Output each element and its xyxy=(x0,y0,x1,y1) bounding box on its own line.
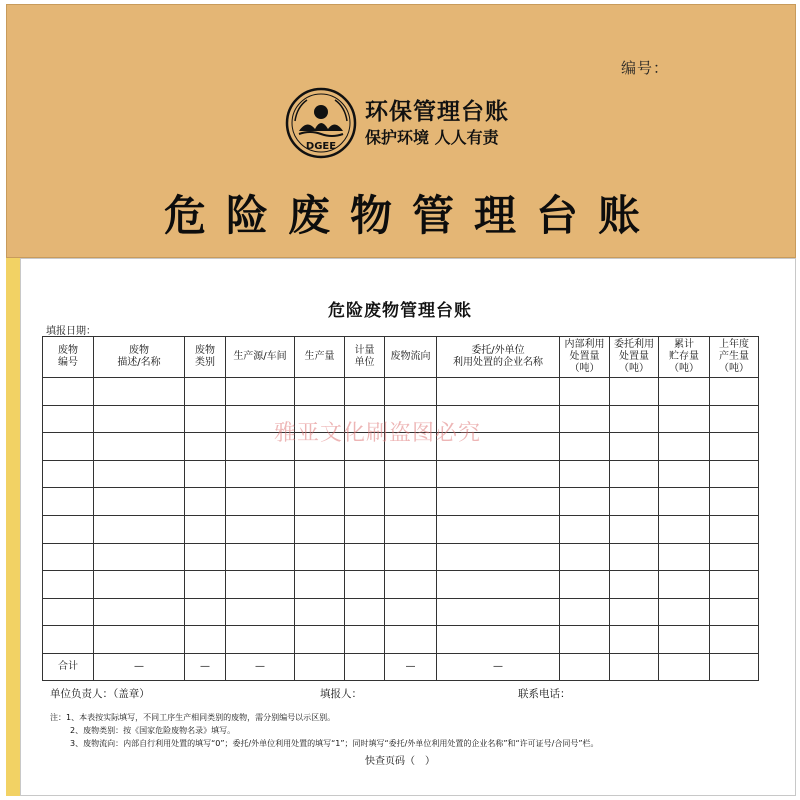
ledger-table xyxy=(42,336,759,681)
table-cell[interactable] xyxy=(345,460,385,488)
total-cell[interactable]: — xyxy=(226,653,295,680)
table-cell[interactable] xyxy=(43,626,94,654)
column-header-text: （吨） xyxy=(669,363,699,374)
table-cell[interactable] xyxy=(437,626,560,654)
table-cell[interactable] xyxy=(295,571,345,599)
fill-date-label: 填报日期： xyxy=(46,326,96,337)
column-header-text: 描述/名称 xyxy=(117,357,161,368)
table-cell[interactable] xyxy=(226,543,295,571)
column-header-text: 废物流向 xyxy=(390,351,431,362)
table-cell[interactable] xyxy=(610,571,659,599)
table-cell[interactable] xyxy=(295,598,345,626)
column-header-text: （吨） xyxy=(719,363,749,374)
column-header-text: 废物 xyxy=(129,345,149,356)
table-cell[interactable] xyxy=(710,598,759,626)
total-cell[interactable] xyxy=(295,653,345,680)
table-cell[interactable] xyxy=(659,433,710,461)
column-header xyxy=(94,337,185,378)
column-header xyxy=(43,337,94,378)
total-row xyxy=(43,653,759,680)
table-cell[interactable] xyxy=(94,626,185,654)
table-row xyxy=(43,378,759,406)
column-header-text: 处置量 xyxy=(619,351,649,362)
table-cell[interactable] xyxy=(295,515,345,543)
notes-block xyxy=(50,711,599,750)
cover-panel xyxy=(6,4,796,258)
table-row xyxy=(43,626,759,654)
table-cell[interactable] xyxy=(437,515,560,543)
table-cell[interactable] xyxy=(560,515,610,543)
column-header-text: 上年度 xyxy=(719,339,749,350)
table-cell[interactable] xyxy=(226,378,295,406)
table-cell[interactable] xyxy=(295,378,345,406)
table-cell[interactable] xyxy=(610,598,659,626)
table-cell[interactable] xyxy=(345,488,385,516)
column-header-text: 编号 xyxy=(58,357,78,368)
table-cell[interactable] xyxy=(710,405,759,433)
table-cell[interactable] xyxy=(385,378,437,406)
table-cell[interactable] xyxy=(185,543,226,571)
table-cell[interactable] xyxy=(185,405,226,433)
table-cell[interactable] xyxy=(43,433,94,461)
column-header xyxy=(610,337,659,378)
table-row xyxy=(43,515,759,543)
table-cell[interactable] xyxy=(610,460,659,488)
column-header-text: 处置量 xyxy=(569,351,600,362)
table-row xyxy=(43,488,759,516)
table-cell[interactable] xyxy=(43,515,94,543)
column-header-text: 委托利用 xyxy=(614,339,654,350)
logo-text: DGEE xyxy=(305,141,337,152)
total-cell[interactable]: — xyxy=(185,653,226,680)
table-cell[interactable] xyxy=(185,515,226,543)
table-cell[interactable] xyxy=(226,488,295,516)
phone-label: 联系电话： xyxy=(518,688,571,700)
note-line: 2、废物类别：按《国家危险废物名录》填写。 xyxy=(70,726,236,735)
table-cell[interactable] xyxy=(710,488,759,516)
table-cell[interactable] xyxy=(560,433,610,461)
table-cell[interactable] xyxy=(185,488,226,516)
brand-slogan: 保护环境 人人有责 xyxy=(365,128,499,147)
cover-main-title: 危险废物管理台账 xyxy=(163,191,660,240)
table-cell[interactable] xyxy=(345,378,385,406)
table-cell[interactable] xyxy=(185,378,226,406)
table-cell[interactable] xyxy=(226,460,295,488)
table-cell[interactable] xyxy=(295,626,345,654)
table-cell[interactable] xyxy=(560,571,610,599)
table-cell[interactable] xyxy=(94,405,185,433)
column-header xyxy=(185,337,226,378)
table-row xyxy=(43,571,759,599)
brand-title: 环保管理台账 xyxy=(365,98,509,125)
serial-number-label: 编号： xyxy=(621,59,670,77)
table-cell[interactable] xyxy=(385,460,437,488)
table-cell[interactable] xyxy=(94,571,185,599)
column-header-text: 废物 xyxy=(195,345,215,356)
binding-strip xyxy=(6,258,20,796)
table-cell[interactable] xyxy=(43,378,94,406)
column-header xyxy=(560,337,610,378)
table-cell[interactable] xyxy=(710,460,759,488)
table-cell[interactable] xyxy=(345,543,385,571)
table-cell[interactable] xyxy=(560,488,610,516)
column-header-text: 委托/外单位 xyxy=(471,345,525,356)
table-cell[interactable] xyxy=(659,378,710,406)
table-cell[interactable] xyxy=(385,488,437,516)
table-cell[interactable] xyxy=(610,378,659,406)
table-cell[interactable] xyxy=(295,488,345,516)
column-header-text: 生产源/车间 xyxy=(233,351,287,362)
table-cell[interactable] xyxy=(710,543,759,571)
table-cell[interactable] xyxy=(385,598,437,626)
table-cell[interactable] xyxy=(560,543,610,571)
table-cell[interactable] xyxy=(295,460,345,488)
table-cell[interactable] xyxy=(610,405,659,433)
table-cell[interactable] xyxy=(659,515,710,543)
table-cell[interactable] xyxy=(610,488,659,516)
column-header xyxy=(226,337,295,378)
total-cell[interactable]: — xyxy=(437,653,560,680)
table-cell[interactable] xyxy=(185,433,226,461)
table-cell[interactable] xyxy=(185,626,226,654)
column-header-text: 贮存量 xyxy=(669,351,699,362)
table-cell[interactable] xyxy=(610,515,659,543)
table-row xyxy=(43,598,759,626)
table-cell[interactable] xyxy=(437,488,560,516)
table-row xyxy=(43,543,759,571)
table-cell[interactable] xyxy=(437,460,560,488)
table-cell[interactable] xyxy=(710,626,759,654)
table-cell[interactable] xyxy=(94,488,185,516)
table-cell[interactable] xyxy=(659,626,710,654)
table-cell[interactable] xyxy=(43,405,94,433)
table-cell[interactable] xyxy=(226,571,295,599)
filler-label: 填报人： xyxy=(320,688,362,700)
table-cell[interactable] xyxy=(345,571,385,599)
table-cell[interactable] xyxy=(295,543,345,571)
table-cell[interactable] xyxy=(659,460,710,488)
dgee-logo-icon xyxy=(285,87,357,159)
table-cell[interactable] xyxy=(560,460,610,488)
column-header-text: 累计 xyxy=(674,339,694,350)
table-cell[interactable] xyxy=(226,626,295,654)
total-label: 合计 xyxy=(43,653,94,680)
column-header xyxy=(345,337,385,378)
total-cell[interactable] xyxy=(345,653,385,680)
column-header-text: （吨） xyxy=(619,363,649,374)
table-cell[interactable] xyxy=(94,543,185,571)
table-cell[interactable] xyxy=(226,515,295,543)
column-header xyxy=(710,337,759,378)
watermark-text: 雅亚文化刷盗图必究 xyxy=(274,421,482,446)
header-row xyxy=(43,337,759,378)
column-header-text: 计量 xyxy=(354,345,375,356)
table-cell[interactable] xyxy=(94,598,185,626)
column-header-text: 废物 xyxy=(58,345,78,356)
table-cell[interactable] xyxy=(345,515,385,543)
table-cell[interactable] xyxy=(560,626,610,654)
table-cell[interactable] xyxy=(43,460,94,488)
table-cell[interactable] xyxy=(94,515,185,543)
note-line: 3、废物流向：内部自行利用处置的填写“0”；委托/外单位利用处置的填写“1”；同时填写“委托/外单位利用处置的企业名称”和“许可证号/合同号”栏。 xyxy=(70,739,599,748)
table-cell[interactable] xyxy=(94,460,185,488)
table-cell[interactable] xyxy=(659,571,710,599)
note-line: 注：1、本表按实际填写，不同工序生产相同类别的废物，需分别编号以示区别。 xyxy=(50,713,336,722)
table-cell[interactable] xyxy=(43,571,94,599)
total-cell[interactable] xyxy=(710,653,759,680)
table-cell[interactable] xyxy=(43,598,94,626)
table-cell[interactable] xyxy=(94,433,185,461)
table-cell[interactable] xyxy=(560,598,610,626)
form-title: 危险废物管理台账 xyxy=(328,301,472,321)
table-cell[interactable] xyxy=(610,626,659,654)
table-cell[interactable] xyxy=(385,626,437,654)
table-cell[interactable] xyxy=(659,488,710,516)
column-header-text: 单位 xyxy=(354,357,375,368)
total-cell[interactable]: — xyxy=(94,653,185,680)
column-header-text: 产生量 xyxy=(719,351,749,362)
table-cell[interactable] xyxy=(659,598,710,626)
table-cell[interactable] xyxy=(43,543,94,571)
column-header xyxy=(437,337,560,378)
table-cell[interactable] xyxy=(94,378,185,406)
column-header-text: 内部利用 xyxy=(564,339,605,350)
table-cell[interactable] xyxy=(345,598,385,626)
table-cell[interactable] xyxy=(185,571,226,599)
table-cell[interactable] xyxy=(560,378,610,406)
column-header-text: 类别 xyxy=(195,357,215,368)
table-cell[interactable] xyxy=(226,598,295,626)
total-cell[interactable]: — xyxy=(385,653,437,680)
table-cell[interactable] xyxy=(710,515,759,543)
table-cell[interactable] xyxy=(385,543,437,571)
quick-check-page: 快查页码（ ） xyxy=(365,756,435,767)
table-cell[interactable] xyxy=(710,433,759,461)
table-cell[interactable] xyxy=(659,543,710,571)
table-cell[interactable] xyxy=(437,598,560,626)
table-cell[interactable] xyxy=(437,543,560,571)
total-cell[interactable] xyxy=(560,653,610,680)
total-cell[interactable] xyxy=(659,653,710,680)
table-row xyxy=(43,460,759,488)
table-cell[interactable] xyxy=(437,378,560,406)
table-cell[interactable] xyxy=(385,571,437,599)
total-cell[interactable] xyxy=(610,653,659,680)
column-header xyxy=(659,337,710,378)
table-cell[interactable] xyxy=(385,515,437,543)
table-cell[interactable] xyxy=(610,433,659,461)
table-cell[interactable] xyxy=(185,460,226,488)
column-header-text: 生产量 xyxy=(304,351,335,362)
table-cell[interactable] xyxy=(437,571,560,599)
table-cell[interactable] xyxy=(43,488,94,516)
table-cell[interactable] xyxy=(659,405,710,433)
table-cell[interactable] xyxy=(610,543,659,571)
table-cell[interactable] xyxy=(710,378,759,406)
table-cell[interactable] xyxy=(345,626,385,654)
table-cell[interactable] xyxy=(560,405,610,433)
column-header xyxy=(295,337,345,378)
column-header xyxy=(385,337,437,378)
table-cell[interactable] xyxy=(710,571,759,599)
column-header-text: （吨） xyxy=(569,363,600,374)
column-header-text: 利用处置的企业名称 xyxy=(453,357,543,368)
responsible-label: 单位负责人：（盖章） xyxy=(50,688,150,700)
table-cell[interactable] xyxy=(185,598,226,626)
